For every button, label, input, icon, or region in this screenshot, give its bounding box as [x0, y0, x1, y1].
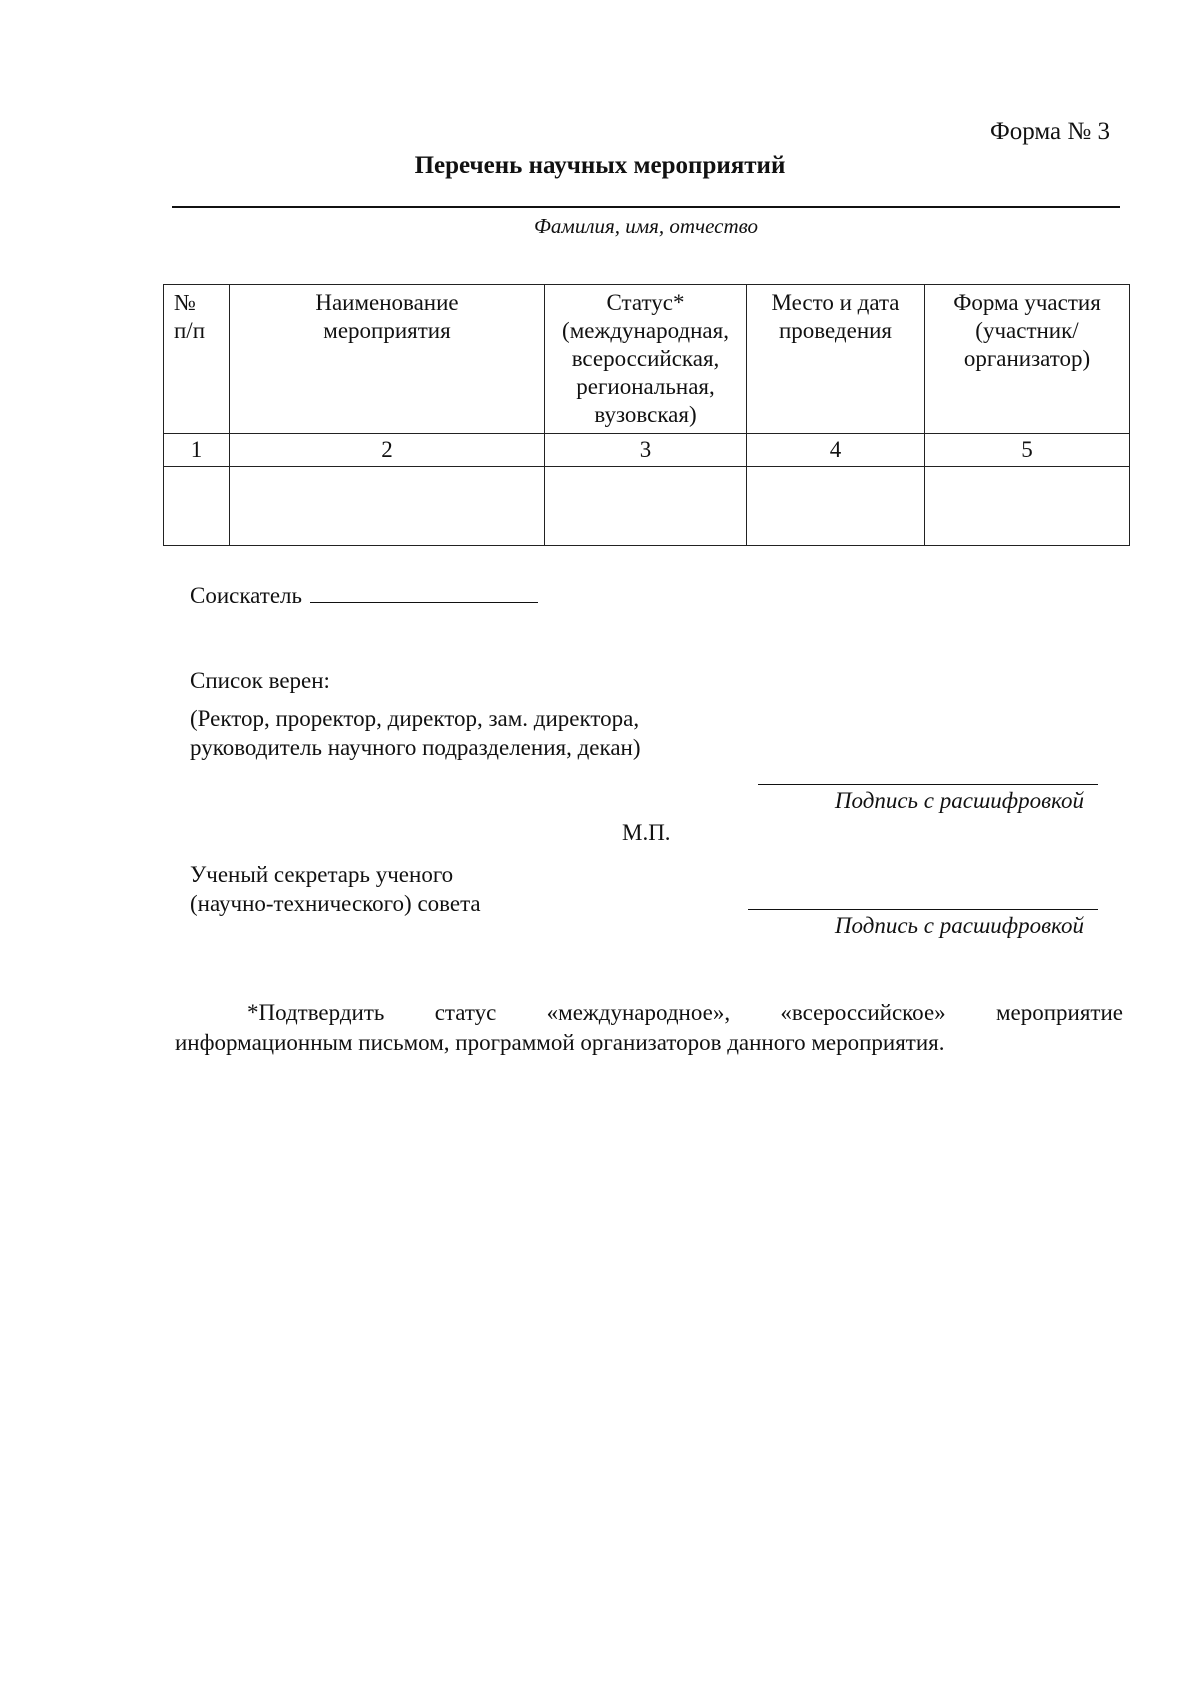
column-number: 2: [230, 434, 545, 467]
name-fill-line[interactable]: [172, 206, 1120, 208]
table-cell[interactable]: [925, 467, 1130, 546]
applicant-signature: [190, 580, 538, 610]
signature-line[interactable]: [748, 909, 1098, 910]
column-number: 4: [747, 434, 925, 467]
authorized-positions: (Ректор, проректор, директор, зам. директора, руководитель научного подразделения, декан): [190, 706, 641, 760]
signature-caption: Подпись с расшифровкой: [834, 913, 1084, 938]
verified-label: Список верен:: [190, 668, 330, 693]
form-number: Форма № 3: [990, 118, 1110, 145]
column-header-status: Статус* (международная, всероссийская, региональная, вузовская): [545, 285, 747, 434]
table-header-row: [164, 285, 1130, 434]
footnote: *Подтвердить статус «международное», «всероссийское» мероприятие информационным письмом, программой организаторов данного мероприятия.: [175, 1000, 1123, 1055]
events-table: [163, 284, 1130, 546]
table-cell[interactable]: [230, 467, 545, 546]
table-cell[interactable]: [164, 467, 230, 546]
applicant-label: Соискатель: [190, 583, 303, 608]
column-header-event-name: Наименование мероприятия: [230, 285, 545, 434]
stamp-place: М.П.: [622, 820, 671, 845]
applicant-signature-line[interactable]: [310, 580, 538, 603]
name-caption: Фамилия, имя, отчество: [534, 214, 758, 238]
signature-caption: Подпись с расшифровкой: [834, 788, 1084, 813]
column-number-row: [164, 434, 1130, 467]
column-header-participation-form: Форма участия (участник/ организатор): [925, 285, 1130, 434]
column-header-number: № п/п: [164, 285, 230, 434]
table-cell[interactable]: [545, 467, 747, 546]
signature-line[interactable]: [758, 784, 1098, 785]
column-header-place-date: Место и дата проведения: [747, 285, 925, 434]
column-number: 5: [925, 434, 1130, 467]
table-cell[interactable]: [747, 467, 925, 546]
table-row: [164, 467, 1130, 546]
secretary-label: Ученый секретарь ученого (научно-технического) совета: [190, 862, 481, 916]
document-title: Перечень научных мероприятий: [414, 152, 786, 179]
column-number: 3: [545, 434, 747, 467]
column-number: 1: [164, 434, 230, 467]
